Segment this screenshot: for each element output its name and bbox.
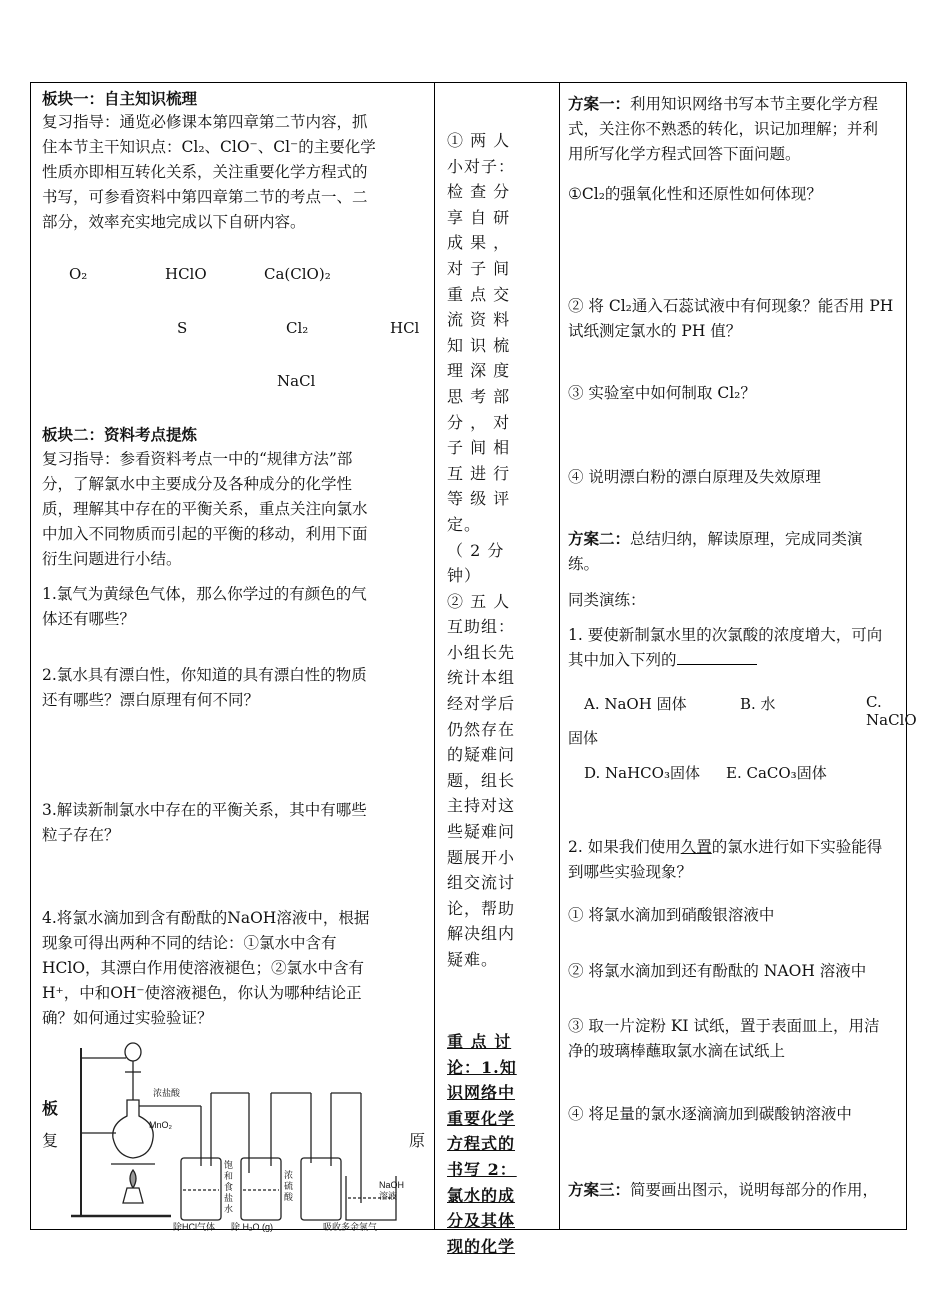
- activity-line: 题，组长: [447, 770, 516, 790]
- plan1-question-2: [568, 294, 893, 344]
- right-column: [558, 83, 917, 1229]
- plan1-question-1: ①Cl₂的强氧化性和还原性如何体现？: [568, 185, 822, 203]
- activity-line: 分及其体: [447, 1211, 516, 1231]
- item-line: 净的玻璃棒蘸取氯水滴在试纸上: [568, 1042, 786, 1060]
- section2-guide: [42, 447, 368, 572]
- question-line: ② 将 Cl₂通入石蕊试液中有何现象？能否用 PH: [568, 297, 894, 315]
- chlorine-apparatus-diagram: [61, 1038, 413, 1231]
- activity-line: 重 点 讨: [447, 1032, 512, 1051]
- question-line: 还有哪些？漂白原理有何不同？: [42, 691, 260, 709]
- label-conc-h2so4-3: 酸: [284, 1192, 294, 1202]
- plan1: [568, 91, 878, 167]
- formula-hcl: HCl: [390, 319, 420, 337]
- exercise-line: 其中加入下列的: [568, 651, 677, 669]
- label-naoh-1: NaOH: [379, 1180, 405, 1190]
- plan2-line: 总结归纳，解读原理，完成同类演: [630, 530, 863, 548]
- activity-line: （ 2 分: [447, 540, 505, 560]
- plan2-label: 方案二：: [568, 529, 631, 548]
- activity-line: 钟）: [447, 566, 482, 586]
- plan1-line: 式，关注你不熟悉的转化，识记加理解；并利: [568, 120, 879, 138]
- label-remove-hcl: 除HCl气体: [173, 1222, 215, 1232]
- activity-line: 主持对这: [447, 796, 516, 816]
- question-3: [42, 798, 367, 848]
- worksheet-table: [30, 82, 917, 1256]
- exercise-2-item-3: [568, 1014, 880, 1064]
- activity-line: 重要化学: [447, 1108, 516, 1128]
- question-line: 4.将氯水滴加到含有酚酞的NaOH溶液中，根据: [42, 909, 370, 927]
- formula-nacl: NaCl: [277, 372, 316, 390]
- plan1-label: 方案一：: [568, 94, 631, 113]
- label-remove-h2o: 除 H₂O (g): [231, 1222, 273, 1232]
- activity-line: 题展开小: [447, 847, 516, 867]
- activity-line: 解决组内: [447, 924, 516, 944]
- activity-line: 氯水的成: [447, 1185, 516, 1205]
- guide-line: 复习指导：通览必修课本第四章第二节内容，抓: [42, 113, 368, 131]
- section1-guide: [42, 110, 376, 235]
- activity-line: 等 级 评: [447, 489, 511, 509]
- plan1-line: 用所写化学方程式回答下面问题。: [568, 145, 801, 163]
- option-e: E. CaCO₃固体: [726, 764, 827, 782]
- activity-line: 检 查 分: [447, 182, 511, 202]
- section2-title: 板块二：资料考点提炼: [42, 425, 198, 444]
- option-b: B. 水: [740, 695, 776, 713]
- plan3: [568, 1177, 878, 1203]
- question-line: 3.解读新制氯水中存在的平衡关系，其中有哪些: [42, 801, 367, 819]
- guide-line: 分，了解氯水中主要成分及各种成分的化学性: [42, 475, 353, 493]
- plan3-text: 简要画出图示，说明每部分的作用，: [630, 1181, 879, 1199]
- option-c-cont: 固体: [568, 729, 599, 747]
- activity-line: 成 果 ，: [447, 233, 511, 253]
- plan3-label: 方案三：: [568, 1180, 631, 1199]
- question-line: 粒子存在？: [42, 826, 120, 844]
- answer-blank[interactable]: [677, 650, 757, 665]
- guide-line: 复习指导：参看资料考点一中的“规律方法”部: [42, 450, 353, 468]
- option-c: C. NaClO: [866, 693, 917, 729]
- activity-line: 对 子 间: [447, 258, 511, 278]
- middle-column: [434, 83, 560, 1256]
- question-1: [42, 582, 367, 632]
- activity-line: 思 考 部: [447, 386, 511, 406]
- section3-guide-partial-right: 原: [409, 1131, 426, 1150]
- guide-line: 住本节主干知识点：Cl₂、ClO⁻、Cl⁻的主要化学: [42, 138, 376, 156]
- activity-line: 理 深 度: [447, 361, 511, 381]
- exercise-2-item-1: ① 将氯水滴加到硝酸银溶液中: [568, 906, 775, 924]
- activity-line: 论，帮助: [447, 898, 516, 918]
- guide-line: 部分，效率充实地完成以下自研内容。: [42, 213, 306, 231]
- label-sat-nacl-1: 饱: [224, 1160, 234, 1170]
- question-line: H⁺，中和OH⁻使溶液褪色，你认为哪种结论正: [42, 984, 362, 1002]
- exercise-underlined: 久置: [680, 838, 712, 856]
- practice-title: 同类演练：: [568, 591, 646, 609]
- exercise-2-item-2: ② 将氯水滴加到还有酚酞的 NAOH 溶液中: [568, 962, 867, 980]
- plan1-line: 利用知识网络书写本节主要化学方程: [630, 95, 879, 113]
- option-d: D. NaHCO₃固体: [584, 764, 700, 782]
- item-line: ③ 取一片淀粉 KI 试纸，置于表面皿上，用洁: [568, 1017, 880, 1035]
- label-sat-nacl-4: 盐: [224, 1193, 234, 1203]
- formula-s: S: [177, 319, 188, 337]
- question-line: 1.氯气为黄绿色气体，那么你学过的有颜色的气: [42, 585, 367, 603]
- activity-line: 书写 2：: [447, 1159, 517, 1179]
- activity-line: 分 ， 对: [447, 412, 511, 432]
- formula-o2: O₂: [69, 265, 88, 283]
- question-line: 现象可得出两种不同的结论：①氯水中含有: [42, 934, 337, 952]
- activity-line: 统计本组: [447, 668, 516, 688]
- activity-line: 互 进 行: [447, 463, 511, 483]
- activity-line: 论：1.知: [447, 1057, 517, 1077]
- activity-line: 方程式的: [447, 1134, 516, 1154]
- guide-line: 衍生问题进行小结。: [42, 550, 182, 568]
- guide-line: 中加入不同物质而引起的平衡的移动，利用下面: [42, 525, 368, 543]
- left-column: [31, 83, 434, 1232]
- activity-line: 小组长先: [447, 642, 516, 662]
- label-sat-nacl-3: 食: [224, 1182, 234, 1192]
- activity-line: ② 五 人: [447, 591, 511, 611]
- label-absorb-chlorine: 吸收多余氯气: [323, 1222, 378, 1232]
- activity-line: 子 间 相: [447, 438, 511, 458]
- section3-guide-partial-left: 复: [42, 1131, 59, 1150]
- peer-activity-steps: [447, 128, 515, 973]
- exercise-2: [568, 835, 882, 885]
- activity-line: 享 自 研: [447, 207, 511, 227]
- exercise-text: 2. 如果我们使用: [568, 838, 681, 856]
- exercise-1: [568, 623, 882, 673]
- plan1-question-4: ④ 说明漂白粉的漂白原理及失效原理: [568, 468, 821, 486]
- question-line: 体还有哪些？: [42, 610, 136, 628]
- label-conc-hcl: 浓盐酸: [153, 1088, 181, 1098]
- exercise-line: 1. 要使新制氯水里的次氯酸的浓度增大，可向: [568, 626, 883, 644]
- activity-line: 重 点 交: [447, 284, 511, 304]
- exercise-text: 的氯水进行如下实验能得: [711, 838, 883, 856]
- activity-line: ① 两 人: [447, 131, 511, 150]
- activity-line: 知 识 梳: [447, 335, 511, 355]
- label-conc-h2so4-1: 浓: [284, 1170, 294, 1180]
- plan2: [568, 526, 863, 577]
- activity-line: 定。: [447, 514, 482, 534]
- focus-discussion: [447, 1029, 517, 1259]
- question-line: 确？如何通过实验验证？: [42, 1009, 213, 1027]
- label-conc-h2so4-2: 硫: [284, 1181, 294, 1191]
- formula-cl2: Cl₂: [286, 319, 309, 337]
- activity-line: 现的化学: [447, 1236, 516, 1256]
- activity-line: 的疑难问: [447, 745, 516, 765]
- exercise-2-item-4: ④ 将足量的氯水逐滴滴加到碳酸钠溶液中: [568, 1105, 852, 1123]
- section1-title: 板块一：自主知识梳理: [42, 89, 198, 108]
- guide-line: 性质亦即相互转化关系，关注重要化学方程式的: [42, 163, 368, 181]
- activity-line: 识网络中: [447, 1083, 516, 1103]
- question-2: [42, 663, 367, 713]
- label-mno2: MnO₂: [149, 1120, 172, 1130]
- activity-line: 组交流讨: [447, 873, 516, 893]
- guide-line: 书写，可参看资料中第四章第二节的考点一、二: [42, 188, 368, 206]
- activity-line: 流 资 料: [447, 310, 511, 330]
- activity-line: 互助组：: [447, 617, 516, 637]
- activity-line: 经对学后: [447, 694, 516, 714]
- question-line: HClO，其漂白作用使溶液褪色；②氯水中含有: [42, 959, 365, 977]
- question-line: 2.氯水具有漂白性，你知道的具有漂白性的物质: [42, 666, 367, 684]
- plan1-question-3: ③ 实验室中如何制取 Cl₂？: [568, 384, 756, 402]
- label-sat-nacl-2: 和: [224, 1171, 234, 1181]
- exercise-line: 到哪些实验现象？: [568, 863, 693, 881]
- question-4: [42, 906, 369, 1031]
- formula-caclo2: Ca(ClO)₂: [264, 265, 331, 283]
- activity-line: 小对子：: [447, 156, 516, 176]
- label-sat-nacl-5: 水: [224, 1204, 234, 1214]
- activity-line: 些疑难问: [447, 822, 516, 842]
- guide-line: 质，理解其中存在的平衡关系，重点关注向氯水: [42, 500, 368, 518]
- option-a: A. NaOH 固体: [584, 695, 687, 713]
- activity-line: 仍然存在: [447, 719, 516, 739]
- activity-line: 疑难。: [447, 950, 499, 969]
- plan2-line: 练。: [568, 555, 600, 573]
- question-line: 试纸测定氯水的 PH 值？: [568, 322, 742, 340]
- formula-hclo: HClO: [165, 265, 207, 283]
- label-naoh-2: 溶液: [379, 1191, 398, 1201]
- section3-title-partial: 板: [42, 1099, 59, 1118]
